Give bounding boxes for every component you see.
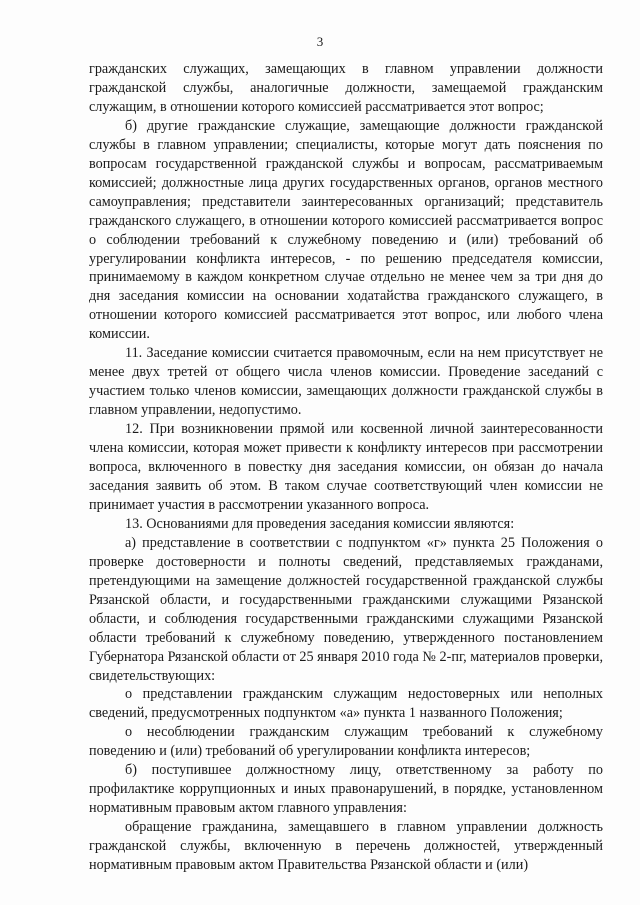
paragraph-12: 12. При возникновении прямой или косвенной личной заинтересованности члена комиссии, которая может привести к конфликту интересов при рассмотрении вопроса, включенного в повестку дня заседания комиссии, он обязан до начала заседания заявить об этом. В таком случае соответствующий член комиссии не принимает участия в рассмотрении указанного вопроса. [89, 421, 603, 513]
document-body [89, 60, 603, 875]
paragraph-13a-item-1: о представлении гражданским служащим недостоверных или неполных сведений, предусмотренных подпунктом «а» пункта 1 названного Положения; [89, 686, 603, 722]
paragraph-10b: б) другие гражданские служащие, замещающие должности гражданской службы в главном управлении; специалисты, которые могут дать пояснения по вопросам государственной гражданской службы и вопросам, рассматриваемым комиссией; должностные лица других государственных органов, органов местного самоуправления; представители заинтересованных организаций; представитель гражданского служащего, в отношении которого комиссией рассматривается вопрос о соблюдении требований к служебному поведению и (или) требований об урегулировании конфликта интересов, - по решению председателя комиссии, принимаемому в каждом конкретном случае отдельно не менее чем за три дня до дня заседания комиссии на основании ходатайства гражданского служащего, в отношении которого комиссией рассматривается этот вопрос, или любого члена комиссии. [89, 117, 603, 343]
paragraph-13b: б) поступившее должностному лицу, ответственному за работу по профилактике коррупционных и иных правонарушений, в порядке, установленном нормативным правовым актом главного управления: [89, 762, 603, 817]
paragraph-11: 11. Заседание комиссии считается правомочным, если на нем присутствует не менее двух третей от общего числа членов комиссии. Проведение заседаний с участием только членов комиссии, замещающих должности гражданской службы в главном управлении, недопустимо. [89, 345, 603, 419]
paragraph-13b-item-1: обращение гражданина, замещавшего в главном управлении должность гражданской службы, включенную в перечень должностей, утвержденный нормативным правовым актом Правительства Рязанской области и (или) [89, 819, 603, 874]
page-number: 3 [316, 34, 324, 49]
paragraph-13: 13. Основаниями для проведения заседания комиссии являются: [125, 515, 515, 532]
paragraph-continuation: гражданских служащих, замещающих в главном управлении должности гражданской службы, аналогичные должности, замещаемой гражданским служащим, в отношении которого комиссией рассматривается этот вопрос; [89, 61, 603, 115]
paragraph-13a-item-2: о несоблюдении гражданским служащим требований к служебному поведению и (или) требований об урегулировании конфликта интересов; [89, 724, 603, 760]
paragraph-13a: а) представление в соответствии с подпунктом «г» пункта 25 Положения о проверке достоверности и полноты сведений, представляемых гражданами, претендующими на замещение должностей государственной гражданской службы Рязанской области, и государственными гражданскими служащими Рязанской области, и соблюдения государственными гражданскими служащими Рязанской области требований к служебному поведению, утвержденного постановлением Губернатора Рязанской области от 25 января 2010 года № 2-пг, материалов проверки, свидетельствующих: [89, 534, 603, 684]
